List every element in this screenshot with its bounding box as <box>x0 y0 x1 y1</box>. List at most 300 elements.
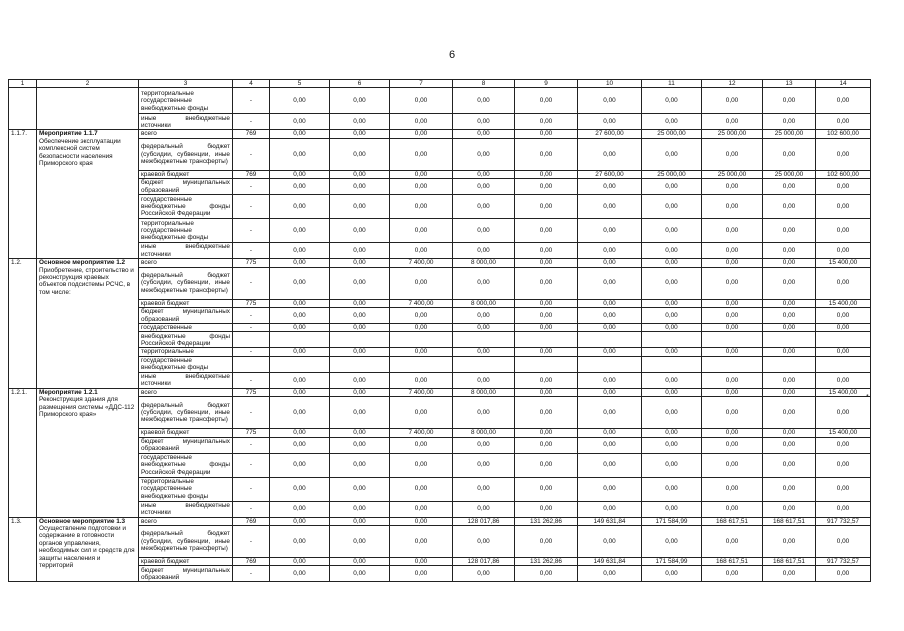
value-cell: 0,00 <box>816 219 871 243</box>
value-cell: 0,00 <box>578 566 642 582</box>
column-number: 11 <box>642 80 702 88</box>
value-cell: 102 600,00 <box>816 170 871 178</box>
table-row <box>9 170 871 178</box>
value-cell: 0,00 <box>515 566 578 582</box>
value-cell: 917 732,57 <box>816 558 871 566</box>
value-cell: 0,00 <box>578 267 642 299</box>
funding-source: федеральный бюджет (субсидии, субвенции, иные межбюджетные трансферты) <box>139 138 233 170</box>
value-cell: 0,00 <box>642 501 702 517</box>
value-cell <box>816 332 871 348</box>
value-cell: 0,00 <box>515 429 578 437</box>
side-mark: * <box>866 394 869 401</box>
column-number: 8 <box>453 80 515 88</box>
value-cell: 0,00 <box>270 429 330 437</box>
value-cell: 0,00 <box>702 372 763 388</box>
code-cell: - <box>233 477 270 501</box>
value-cell: 0,00 <box>816 267 871 299</box>
value-cell: 8 000,00 <box>453 429 515 437</box>
value-cell: 0,00 <box>270 195 330 219</box>
value-cell: 0,00 <box>763 114 816 130</box>
item-description: Приобретение, строительство и реконструкция краевых объектов подсистемы РСЧС, в том числе: <box>39 266 134 296</box>
code-cell <box>233 332 270 348</box>
value-cell: 0,00 <box>515 259 578 267</box>
value-cell: 0,00 <box>390 501 453 517</box>
value-cell: 149 631,84 <box>578 558 642 566</box>
value-cell: 0,00 <box>330 526 390 558</box>
value-cell: 0,00 <box>390 130 453 138</box>
funding-source: всего <box>139 259 233 267</box>
funding-source: бюджет муниципальных образований <box>139 437 233 453</box>
value-cell: 0,00 <box>330 308 390 324</box>
value-cell: 0,00 <box>816 477 871 501</box>
code-cell: - <box>233 195 270 219</box>
value-cell: 0,00 <box>702 324 763 332</box>
value-cell: 0,00 <box>642 299 702 307</box>
item-title: Основное мероприятие 1.3 <box>39 517 126 525</box>
value-cell: 8 000,00 <box>453 259 515 267</box>
column-number: 14 <box>816 80 871 88</box>
item-title: Мероприятие 1.2.1 <box>39 388 98 396</box>
value-cell: 0,00 <box>270 558 330 566</box>
value-cell: 0,00 <box>330 170 390 178</box>
funding-source: государственные внебюджетные фонды <box>139 356 233 372</box>
value-cell: 0,00 <box>578 308 642 324</box>
value-cell: 0,00 <box>453 348 515 356</box>
value-cell: 0,00 <box>763 477 816 501</box>
value-cell: 0,00 <box>702 397 763 429</box>
value-cell: 0,00 <box>390 372 453 388</box>
value-cell: 0,00 <box>816 88 871 114</box>
funding-source: краевой бюджет <box>139 558 233 566</box>
value-cell: 0,00 <box>515 308 578 324</box>
value-cell: 0,00 <box>763 259 816 267</box>
value-cell: 0,00 <box>453 130 515 138</box>
column-number-row <box>9 80 871 88</box>
value-cell: 25 000,00 <box>702 170 763 178</box>
value-cell: 168 617,51 <box>763 517 816 525</box>
value-cell <box>702 332 763 348</box>
value-cell: 0,00 <box>330 130 390 138</box>
value-cell: 0,00 <box>515 170 578 178</box>
value-cell: 0,00 <box>702 453 763 477</box>
value-cell: 0,00 <box>330 429 390 437</box>
item-name <box>37 388 139 517</box>
value-cell: 0,00 <box>390 219 453 243</box>
value-cell: 0,00 <box>578 453 642 477</box>
value-cell: 0,00 <box>270 453 330 477</box>
value-cell: 0,00 <box>390 170 453 178</box>
value-cell: 0,00 <box>270 267 330 299</box>
value-cell: 0,00 <box>763 348 816 356</box>
value-cell: 0,00 <box>816 195 871 219</box>
value-cell: 0,00 <box>515 388 578 396</box>
value-cell: 27 600,00 <box>578 130 642 138</box>
value-cell: 0,00 <box>578 243 642 259</box>
value-cell: 0,00 <box>270 170 330 178</box>
value-cell: 0,00 <box>578 477 642 501</box>
funding-source: государственные <box>139 324 233 332</box>
value-cell: 171 584,99 <box>642 558 702 566</box>
value-cell <box>453 332 515 348</box>
code-cell: - <box>233 566 270 582</box>
value-cell: 0,00 <box>816 348 871 356</box>
value-cell: 128 017,86 <box>453 558 515 566</box>
value-cell: 7 400,00 <box>390 429 453 437</box>
value-cell: 0,00 <box>270 348 330 356</box>
value-cell: 0,00 <box>578 429 642 437</box>
value-cell <box>330 332 390 348</box>
value-cell: 0,00 <box>578 259 642 267</box>
value-cell: 0,00 <box>763 195 816 219</box>
value-cell: 917 732,57 <box>816 517 871 525</box>
value-cell: 0,00 <box>578 324 642 332</box>
value-cell: 0,00 <box>515 243 578 259</box>
funding-source: федеральный бюджет (субсидии, субвенции, иные межбюджетные трансферты) <box>139 267 233 299</box>
value-cell: 0,00 <box>390 397 453 429</box>
value-cell: 0,00 <box>330 566 390 582</box>
value-cell: 0,00 <box>816 397 871 429</box>
value-cell: 0,00 <box>642 88 702 114</box>
funding-source: всего <box>139 517 233 525</box>
item-name <box>37 88 139 130</box>
item-description: Обеспечение эксплуатации комплексной систем безопасности населения Приморского края <box>39 137 121 168</box>
value-cell <box>816 356 871 372</box>
value-cell: 0,00 <box>816 526 871 558</box>
value-cell: 168 617,51 <box>763 558 816 566</box>
table-row <box>9 526 871 558</box>
funding-source: краевой бюджет <box>139 429 233 437</box>
value-cell: 25 000,00 <box>702 130 763 138</box>
table-row <box>9 372 871 388</box>
value-cell: 0,00 <box>453 372 515 388</box>
value-cell: 0,00 <box>642 114 702 130</box>
column-number: 13 <box>763 80 816 88</box>
value-cell: 0,00 <box>642 179 702 195</box>
value-cell: 0,00 <box>702 243 763 259</box>
value-cell: 0,00 <box>702 259 763 267</box>
funding-source: бюджет муниципальных образований <box>139 566 233 582</box>
value-cell: 0,00 <box>270 501 330 517</box>
value-cell: 102 600,00 <box>816 130 871 138</box>
code-cell: 769 <box>233 170 270 178</box>
value-cell: 0,00 <box>702 308 763 324</box>
column-number: 2 <box>37 80 139 88</box>
value-cell: 0,00 <box>763 88 816 114</box>
item-code: 1.3. <box>9 517 37 582</box>
table-row <box>9 259 871 267</box>
funding-source: иные внебюджетные источники <box>139 501 233 517</box>
value-cell: 0,00 <box>763 267 816 299</box>
value-cell: 0,00 <box>702 437 763 453</box>
value-cell: 0,00 <box>453 243 515 259</box>
table-row <box>9 243 871 259</box>
value-cell: 0,00 <box>763 501 816 517</box>
value-cell: 0,00 <box>816 372 871 388</box>
value-cell: 0,00 <box>270 308 330 324</box>
funding-source: краевой бюджет <box>139 299 233 307</box>
code-cell: - <box>233 453 270 477</box>
value-cell: 0,00 <box>763 437 816 453</box>
value-cell <box>330 356 390 372</box>
value-cell: 0,00 <box>270 219 330 243</box>
value-cell: 0,00 <box>515 453 578 477</box>
column-number: 1 <box>9 80 37 88</box>
funding-source: иные внебюджетные источники <box>139 243 233 259</box>
value-cell: 0,00 <box>330 299 390 307</box>
value-cell <box>270 356 330 372</box>
value-cell: 0,00 <box>763 372 816 388</box>
code-cell: 769 <box>233 130 270 138</box>
funding-source: бюджет муниципальных образований <box>139 179 233 195</box>
value-cell: 25 000,00 <box>642 130 702 138</box>
funding-source: иные внебюджетные источники <box>139 114 233 130</box>
value-cell: 0,00 <box>515 195 578 219</box>
column-number: 3 <box>139 80 233 88</box>
funding-source: всего <box>139 130 233 138</box>
value-cell: 0,00 <box>330 517 390 525</box>
value-cell <box>642 356 702 372</box>
value-cell: 0,00 <box>270 88 330 114</box>
value-cell: 0,00 <box>702 477 763 501</box>
value-cell: 168 617,51 <box>702 558 763 566</box>
value-cell: 0,00 <box>642 566 702 582</box>
item-description: Реконструкция здания для размещения системы «ДДС-112 Приморского края» <box>39 396 135 419</box>
value-cell: 27 600,00 <box>578 170 642 178</box>
value-cell: 0,00 <box>642 372 702 388</box>
column-number: 4 <box>233 80 270 88</box>
table-row <box>9 566 871 582</box>
value-cell: 0,00 <box>515 179 578 195</box>
value-cell: 25 000,00 <box>642 170 702 178</box>
value-cell: 0,00 <box>270 437 330 453</box>
code-cell: 775 <box>233 259 270 267</box>
value-cell: 0,00 <box>702 299 763 307</box>
code-cell: - <box>233 308 270 324</box>
funding-source: иные внебюджетные источники <box>139 372 233 388</box>
value-cell: 0,00 <box>390 526 453 558</box>
value-cell: 0,00 <box>453 267 515 299</box>
column-number: 7 <box>390 80 453 88</box>
value-cell: 0,00 <box>642 324 702 332</box>
value-cell: 0,00 <box>816 114 871 130</box>
value-cell: 0,00 <box>453 114 515 130</box>
value-cell: 0,00 <box>453 308 515 324</box>
value-cell: 0,00 <box>330 219 390 243</box>
value-cell: 0,00 <box>390 437 453 453</box>
value-cell: 0,00 <box>578 388 642 396</box>
value-cell: 0,00 <box>270 526 330 558</box>
value-cell <box>515 332 578 348</box>
value-cell: 0,00 <box>453 179 515 195</box>
value-cell: 0,00 <box>390 88 453 114</box>
value-cell: 0,00 <box>642 526 702 558</box>
value-cell <box>390 356 453 372</box>
value-cell: 0,00 <box>702 88 763 114</box>
table-row <box>9 138 871 170</box>
value-cell: 0,00 <box>702 388 763 396</box>
value-cell: 0,00 <box>816 179 871 195</box>
value-cell: 0,00 <box>578 114 642 130</box>
value-cell: 0,00 <box>330 558 390 566</box>
value-cell: 0,00 <box>763 219 816 243</box>
column-number: 6 <box>330 80 390 88</box>
value-cell: 0,00 <box>702 114 763 130</box>
value-cell: 168 617,51 <box>702 517 763 525</box>
value-cell: 0,00 <box>702 429 763 437</box>
table-row <box>9 219 871 243</box>
value-cell: 0,00 <box>390 308 453 324</box>
value-cell: 0,00 <box>390 348 453 356</box>
value-cell <box>702 356 763 372</box>
value-cell: 0,00 <box>578 195 642 219</box>
item-code: 1.2. <box>9 259 37 389</box>
code-cell: 775 <box>233 299 270 307</box>
value-cell: 0,00 <box>390 138 453 170</box>
value-cell: 0,00 <box>763 308 816 324</box>
value-cell: 149 631,84 <box>578 517 642 525</box>
value-cell: 0,00 <box>330 138 390 170</box>
value-cell: 0,00 <box>702 138 763 170</box>
table-row <box>9 558 871 566</box>
code-cell: 769 <box>233 517 270 525</box>
code-cell: - <box>233 179 270 195</box>
value-cell: 0,00 <box>642 348 702 356</box>
value-cell: 0,00 <box>816 324 871 332</box>
value-cell: 7 400,00 <box>390 259 453 267</box>
value-cell: 0,00 <box>330 195 390 219</box>
value-cell: 0,00 <box>453 88 515 114</box>
value-cell: 0,00 <box>642 308 702 324</box>
funding-source: территориальные государственные внебюджетные фонды <box>139 219 233 243</box>
item-name <box>37 130 139 259</box>
code-cell: - <box>233 114 270 130</box>
value-cell: 0,00 <box>642 219 702 243</box>
value-cell: 8 000,00 <box>453 299 515 307</box>
value-cell: 0,00 <box>763 299 816 307</box>
value-cell: 0,00 <box>330 348 390 356</box>
value-cell: 0,00 <box>763 324 816 332</box>
value-cell: 8 000,00 <box>453 388 515 396</box>
value-cell: 0,00 <box>270 130 330 138</box>
table-row <box>9 437 871 453</box>
value-cell: 0,00 <box>515 348 578 356</box>
value-cell: 0,00 <box>642 437 702 453</box>
value-cell: 0,00 <box>390 477 453 501</box>
value-cell: 0,00 <box>270 299 330 307</box>
code-cell: - <box>233 88 270 114</box>
value-cell <box>578 356 642 372</box>
value-cell: 0,00 <box>578 219 642 243</box>
value-cell: 0,00 <box>816 501 871 517</box>
value-cell: 0,00 <box>453 526 515 558</box>
value-cell: 0,00 <box>390 517 453 525</box>
value-cell: 0,00 <box>270 243 330 259</box>
value-cell: 0,00 <box>578 299 642 307</box>
code-cell: - <box>233 324 270 332</box>
funding-source: краевой бюджет <box>139 170 233 178</box>
code-cell: - <box>233 243 270 259</box>
code-cell: - <box>233 219 270 243</box>
value-cell: 0,00 <box>642 453 702 477</box>
value-cell: 0,00 <box>390 179 453 195</box>
value-cell: 0,00 <box>763 397 816 429</box>
value-cell: 7 400,00 <box>390 388 453 396</box>
table-row <box>9 267 871 299</box>
table-row <box>9 356 871 372</box>
value-cell: 0,00 <box>390 453 453 477</box>
value-cell: 0,00 <box>453 138 515 170</box>
code-cell: - <box>233 501 270 517</box>
table-row <box>9 332 871 348</box>
value-cell: 0,00 <box>763 138 816 170</box>
value-cell: 0,00 <box>642 477 702 501</box>
value-cell: 0,00 <box>453 566 515 582</box>
value-cell: 0,00 <box>270 477 330 501</box>
value-cell: 0,00 <box>578 372 642 388</box>
value-cell: 0,00 <box>702 348 763 356</box>
value-cell: 7 400,00 <box>390 299 453 307</box>
value-cell: 0,00 <box>453 501 515 517</box>
value-cell: 15 400,00 <box>816 388 871 396</box>
value-cell: 0,00 <box>270 372 330 388</box>
value-cell: 0,00 <box>816 566 871 582</box>
value-cell: 0,00 <box>270 517 330 525</box>
value-cell: 0,00 <box>515 299 578 307</box>
value-cell: 0,00 <box>390 324 453 332</box>
value-cell: 0,00 <box>816 453 871 477</box>
value-cell: 0,00 <box>330 388 390 396</box>
item-code: 1.2.1. <box>9 388 37 517</box>
value-cell <box>390 332 453 348</box>
value-cell: 0,00 <box>330 259 390 267</box>
funding-source: внебюджетные фонды Российской Федерации <box>139 332 233 348</box>
value-cell: 0,00 <box>642 259 702 267</box>
value-cell: 0,00 <box>453 453 515 477</box>
value-cell: 0,00 <box>330 477 390 501</box>
value-cell: 0,00 <box>330 437 390 453</box>
value-cell: 0,00 <box>270 324 330 332</box>
value-cell: 0,00 <box>515 219 578 243</box>
value-cell: 0,00 <box>453 219 515 243</box>
value-cell: 0,00 <box>515 138 578 170</box>
value-cell: 0,00 <box>642 388 702 396</box>
value-cell: 0,00 <box>270 388 330 396</box>
funding-source: территориальные <box>139 348 233 356</box>
value-cell: 0,00 <box>702 219 763 243</box>
table-row <box>9 501 871 517</box>
value-cell: 0,00 <box>270 179 330 195</box>
funding-source: федеральный бюджет (субсидии, субвенции, иные межбюджетные трансферты) <box>139 397 233 429</box>
value-cell: 0,00 <box>330 88 390 114</box>
value-cell: 0,00 <box>763 388 816 396</box>
value-cell: 0,00 <box>390 558 453 566</box>
funding-source: территориальные государственные внебюджетные фонды <box>139 88 233 114</box>
value-cell: 0,00 <box>702 267 763 299</box>
table-row <box>9 299 871 307</box>
funding-source: федеральный бюджет (субсидии, субвенции, иные межбюджетные трансферты) <box>139 526 233 558</box>
code-cell: - <box>233 348 270 356</box>
funding-source: всего <box>139 388 233 396</box>
value-cell: 0,00 <box>578 179 642 195</box>
page-number: 6 <box>448 49 456 61</box>
value-cell: 0,00 <box>515 397 578 429</box>
value-cell: 0,00 <box>578 437 642 453</box>
value-cell: 131 262,86 <box>515 558 578 566</box>
value-cell: 0,00 <box>515 324 578 332</box>
table-row <box>9 388 871 396</box>
value-cell <box>515 356 578 372</box>
value-cell: 0,00 <box>270 114 330 130</box>
